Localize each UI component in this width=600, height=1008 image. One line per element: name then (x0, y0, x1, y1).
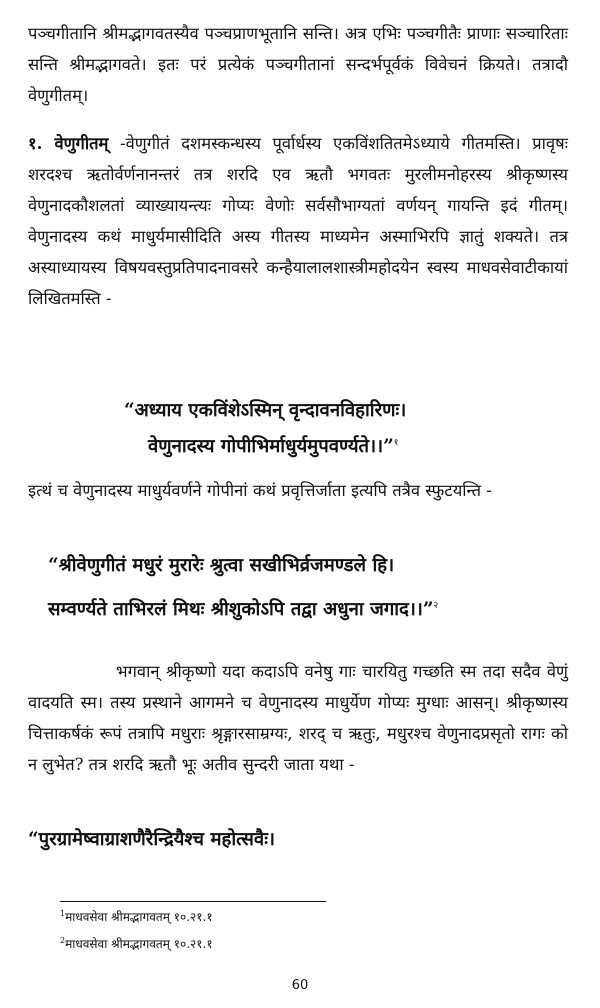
paragraph-venugitam (28, 128, 568, 314)
verse-2-line-1: “श्रीवेणुगीतं मधुरं मुरारेः श्रुत्वा सखीभिर्व्रजमण्डले हि। (48, 555, 395, 576)
footnote-ref-2: २ (433, 600, 439, 611)
section-heading-venugitam: १. वेणुगीतम् (28, 134, 109, 153)
verse-block-1 (124, 393, 406, 465)
footnote-separator (60, 901, 326, 902)
paragraph-krishna: भगवान् श्रीकृष्णो यदा कदाऽपि वनेषु गाः चारयितु गच्छति स्म तदा सदैव वेणुं वादयति स्म। तस्य प्रस्थाने आगमने च वेणुनादस्य माधुर्येण गोप्यः मुग्धाः आसन्। श्रीकृष्णस्य चित्ताकर्षकं रूपं तत्रापि मधुराः श्रृङ्गारसाम्रग्यः, शरद् च ऋतुः, मधुरश्च वेणुनादप्रसृतो रागः को न लुभेत? तत्र शरदि ऋतौ भूः अतीव सुन्दरी जाता यथा - (28, 662, 568, 774)
verse-2-line-2 (48, 588, 438, 632)
footnote-1-number: 1 (60, 909, 66, 918)
footnote-2-text: माधवसेवा श्रीमद्भागवतम् १०.२१.१ (65, 937, 213, 951)
footnote-2-number: 2 (60, 936, 66, 945)
verse-3-line-1: “पुरग्रामेष्वाग्राशणैरैन्द्रियैश्च महोत्सवैः। (28, 829, 275, 850)
footnote-1-text: माधवसेवा श्रीमद्भागवतम् १०.२१.१ (65, 910, 213, 924)
verse-1-line-2 (124, 429, 406, 465)
paragraph-venugitam-text: -वेणुगीतं दशमस्कन्धस्य पूर्वार्धस्य एकविंशतितमेऽध्याये गीतमस्ति। प्रावृषः शरदश्च ऋतोर्वर्णनानन्तरं तत्र शरदि एव ऋतौ भगवतः मुरलीमनोहरस्य श्रीकृष्णस्य वेणुनादकौशलतां व्याख्यायन्त्यः गोप्यः वेणोः सर्वसौभाग्यतां वर्णयन् गायन्ति इदं गीतम्। वेणुनादस्य कथं माधुर्यमासीदिति अस्य गीतस्य माध्यमेन अस्माभिरपि ज्ञातुं शक्यते। तत्र अस्याध्यायस्य विषयवस्तुप्रतिपादनावसरे कन्हैयालालशास्त्रीमहोदयेन स्वस्य माधवसेवाटीकायां लिखितमस्ति - (28, 134, 568, 308)
verse-1-line-2-text: वेणुनादस्य गोपीभिर्माधुर्यमुपवर्ण्यते।।” (148, 436, 394, 457)
paragraph-gopi: इत्थं च वेणुनादस्य माधुर्यवर्णने गोपीनां कथं प्रवृत्तिर्जाता इत्यपि तत्रैव स्फुटयन्ति - (28, 481, 492, 500)
verse-2-line-2-text: सम्वर्ण्यते ताभिरलं मिथः श्रीशुकोऽपि तद्वा अधुना जगाद।।” (48, 599, 434, 620)
footnote-2 (60, 936, 213, 952)
verse-block-2 (48, 544, 438, 632)
paragraph-intro: पञ्चगीतानि श्रीमद्भागवतस्यैव पञ्चप्राणभूतानि सन्ति। अत्र एभिः पञ्चगीतैः प्राणाः सञ्चारिताः सन्ति श्रीमद्भागवते। इतः परं प्रत्येकं पञ्चगीतानां सन्दर्भपूर्वकं विवेचनं क्रियते। तत्रादौ वेणुगीतम्। (28, 24, 568, 105)
verse-1-line-1: “अध्याय एकविंशेऽस्मिन् वृन्दावनविहारिणः। (124, 400, 407, 421)
footnote-ref-1: १ (393, 437, 399, 448)
verse-block-3 (28, 822, 275, 858)
page-number: 60 (291, 978, 309, 993)
footnote-1 (60, 909, 213, 925)
